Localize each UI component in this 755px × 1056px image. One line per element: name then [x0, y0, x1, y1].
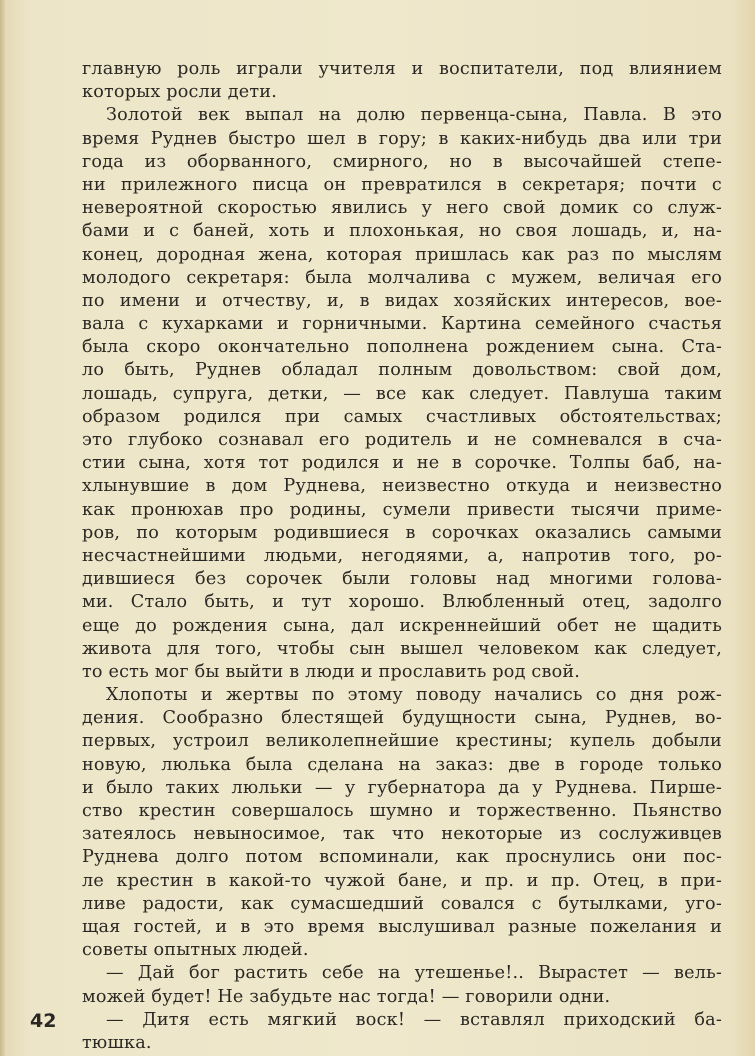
text-line: которых росли дети. — [82, 82, 277, 103]
page-number: 42 — [30, 1010, 57, 1032]
page-spine-shadow — [0, 0, 6, 1056]
text-line: ле крестин в какой-то чужой бане, и пр. и пр. Отец, в при- — [82, 870, 722, 891]
text-line: дившиеся без сорочек были головы над многими голова- — [82, 569, 722, 590]
text-line: дения. Сообразно блестящей будущности сына, Руднев, во- — [82, 708, 722, 729]
text-line: ров, по которым родившиеся в сорочках оказались самыми — [82, 522, 722, 543]
text-line: года из оборванного, смирного, но в высочайшей степе- — [82, 151, 722, 172]
text-line: конец, дородная жена, которая пришлась как раз по мыслям — [82, 244, 722, 265]
text-line: лошадь, супруга, детки, — все как следует. Павлуша таким — [82, 383, 722, 404]
text-line: живота для того, чтобы сын вышел человеком как следует, — [82, 638, 722, 659]
text-line: время Руднев быстро шел в гору; в каких-нибудь два или три — [82, 128, 722, 149]
text-line: образом родился при самых счастливых обстоятельствах; — [82, 406, 722, 427]
text-line: ло быть, Руднев обладал полным довольством: свой дом, — [82, 360, 722, 381]
text-line: Золотой век выпал на долю первенца-сына, Павла. В это — [106, 105, 722, 126]
text-line: ливе радости, как сумасшедший совался с бутылками, уго- — [82, 893, 722, 914]
text-line: тюшка. — [82, 1032, 152, 1053]
text-line: по имени и отчеству, и, в видах хозяйских интересов, вое- — [82, 290, 722, 311]
text-line: была скоро окончательно пополнена рождением сына. Ста- — [82, 337, 722, 358]
text-line: и было таких люльки — у губернатора да у Руднева. Пирше- — [82, 777, 722, 798]
text-line: главную роль играли учителя и воспитатели, под влиянием — [82, 59, 722, 79]
text-line: молодого секретаря: была молчалива с мужем, величая его — [82, 267, 722, 288]
text-line: это глубоко сознавал его родитель и не сомневался в сча- — [82, 430, 722, 450]
text-line: невероятной скоростью явились у него свой домик со служ- — [82, 198, 722, 219]
text-line: стии сына, хотя тот родился и не в сорочке. Толпы баб, на- — [82, 453, 722, 474]
text-line: ни прилежного писца он превратился в секретаря; почти с — [82, 174, 722, 195]
text-line: можей будет! Не забудьте нас тогда! — говорили одни. — [82, 986, 611, 1007]
text-line: советы опытных людей. — [82, 940, 309, 961]
text-line: ми. Стало быть, и тут хорошо. Влюбленный отец, задолго — [82, 592, 722, 613]
body-text — [82, 58, 722, 1055]
text-line: еще до рождения сына, дал искреннейший обет не щадить — [82, 615, 722, 636]
text-line: несчастнейшими людьми, негодяями, а, напротив того, ро- — [82, 545, 722, 566]
text-line: как пронюхав про родины, сумели привести тысячи приме- — [82, 499, 722, 520]
text-line: затеялось невыносимое, так что некоторые из сослуживцев — [82, 824, 722, 845]
text-line: — Дитя есть мягкий воск! — вставлял приходский ба- — [106, 1009, 722, 1030]
text-line: новую, люлька была сделана на заказ: две в городе только — [82, 754, 722, 775]
text-line: ство крестин совершалось шумно и торжественно. Пьянство — [82, 801, 722, 821]
text-line: бами и с баней, хоть и плохонькая, но своя лошадь, и, на- — [82, 221, 722, 242]
text-line: Хлопоты и жертвы по этому поводу начались со дня рож- — [106, 685, 722, 706]
text-line: первых, устроил великолепнейшие крестины; купель добыли — [82, 731, 722, 752]
text-line: то есть мог бы выйти в люди и прославить род свой. — [82, 661, 581, 682]
text-line: — Дай бог растить себе на утешенье!.. Вырастет — вель- — [106, 963, 722, 984]
text-line: вала с кухарками и горничными. Картина семейного счастья — [82, 314, 722, 335]
text-line: хлынувшие в дом Руднева, неизвестно откуда и неизвестно — [82, 476, 722, 497]
text-line: щая гостей, и в это время выслушивал разные пожелания и — [82, 916, 722, 937]
text-line: Руднева долго потом вспоминали, как проснулись они пос- — [82, 847, 722, 868]
